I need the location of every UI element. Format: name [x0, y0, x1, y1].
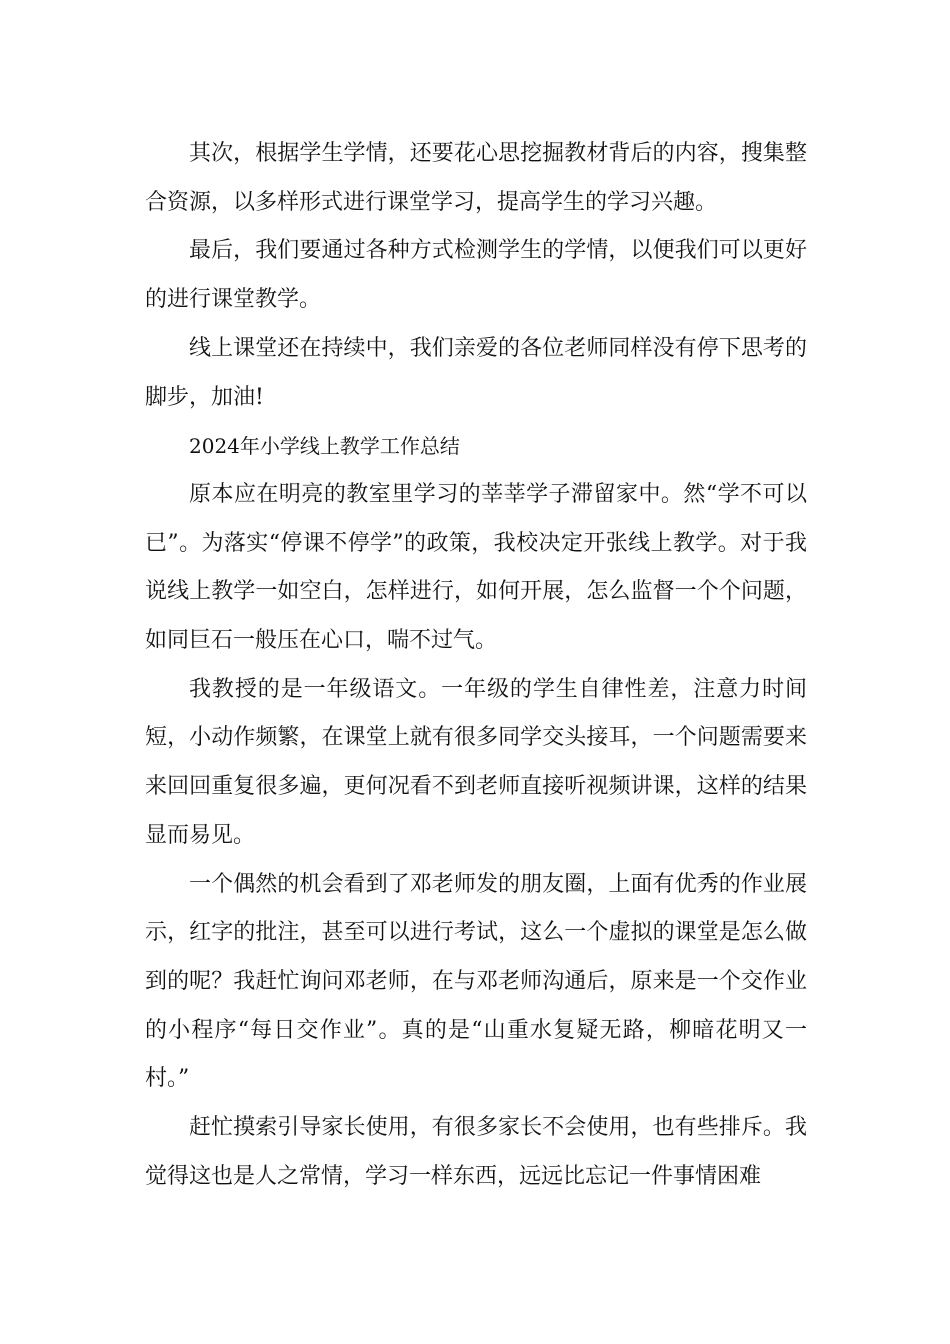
- paragraph: 原本应在明亮的教室里学习的莘莘学子滞留家中。然“学不可以已”。为落实“停课不停学”的政策，我校决定开张线上教学。对于我说线上教学一如空白，怎样进行，如何开展，怎么监督一个个问题，如同巨石一般压在心口，喘不过气。: [145, 481, 807, 654]
- paragraph: 最后，我们要通过各种方式检测学生的学情，以便我们可以更好的进行课堂教学。: [145, 238, 807, 313]
- paragraph: 我教授的是一年级语文。一年级的学生自律性差，注意力时间短，小动作频繁，在课堂上就有很多同学交头接耳，一个问题需要来来回回重复很多遍，更何况看不到老师直接听视频讲课，这样的结果显而易见。: [145, 676, 807, 848]
- paragraph: 一个偶然的机会看到了邓老师发的朋友圈，上面有优秀的作业展示，红字的批注，甚至可以进行考试，这么一个虚拟的课堂是怎么做到的呢？我赶忙询问邓老师，在与邓老师沟通后，原来是一个交作业的小程序“每日交作业”。真的是“山重水复疑无路，柳暗花明又一村。”: [145, 871, 807, 1092]
- paragraph: 赶忙摸索引导家长使用，有很多家长不会使用，也有些排斥。我觉得这也是人之常情，学习一样东西，远远比忘记一件事情困难: [145, 1115, 807, 1189]
- document-content: [145, 130, 807, 1201]
- paragraph: 其次，根据学生学情，还要花心思挖掘教材背后的内容，搜集整合资源，以多样形式进行课堂学习，提高学生的学习兴趣。: [145, 141, 807, 215]
- section-title: 2024年小学线上教学工作总结: [189, 434, 460, 459]
- paragraph: 线上课堂还在持续中，我们亲爱的各位老师同样没有停下思考的脚步，加油!: [145, 335, 807, 410]
